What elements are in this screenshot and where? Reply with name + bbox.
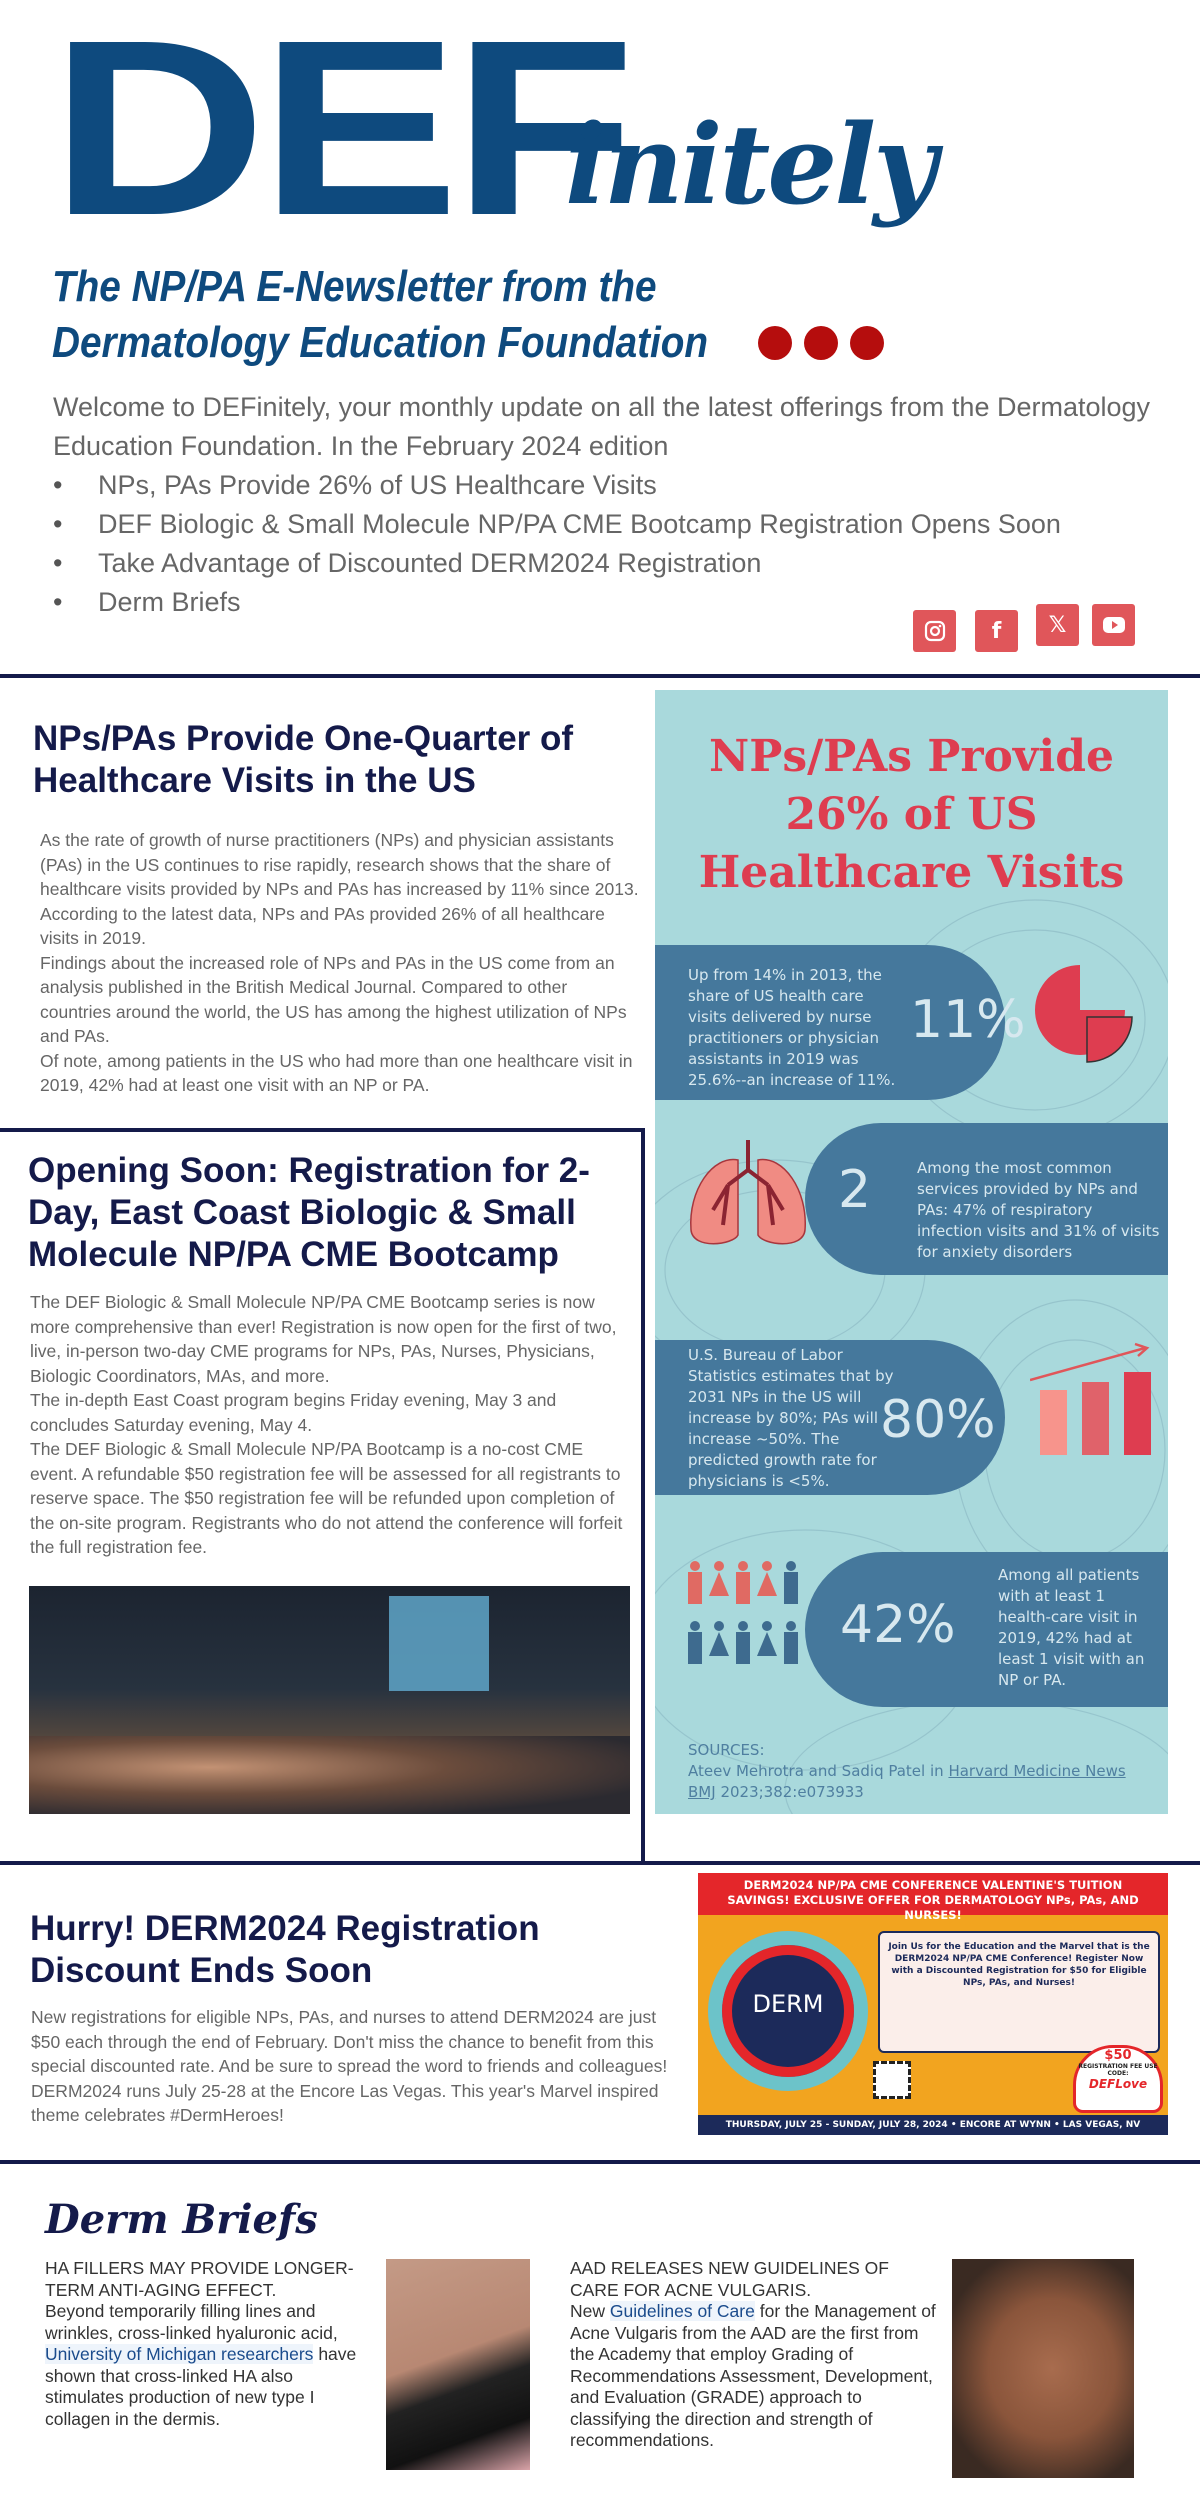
brief-text: have shown that cross-linked HA also stimulates production of new type I collagen in the dermis. — [45, 2344, 357, 2429]
article1-title: NPs/PAs Provide One-Quarter of Healthcare Visits in the US — [33, 719, 574, 800]
sources-text: Ateev Mehrotra and Sadiq Patel in — [688, 1762, 944, 1780]
stat-value: 2 — [838, 1160, 872, 1220]
article3-paragraph: New registrations for eligible NPs, PAs, and nurses to attend DERM2024 are just $50 each through the end of February. Don't miss the chance to benefit from this special discounted rate. And be sure to spread the word to friends and colleagues! — [31, 2007, 668, 2076]
promo-price: $50 — [1104, 2048, 1132, 2063]
brief-text: for the Management of Acne Vulgaris from the AAD are the first from the Academy that employ Grading of Recommendations Assessment, Development, and Evaluation (GRADE) approach to classifying the direction and strength of recommendations. — [570, 2301, 936, 2450]
article2-paragraph: The DEF Biologic & Small Molecule NP/PA CME Bootcamp series is now more comprehensive than ever! Registration is now open for the first of two, live, in-person two-day CME programs for NPs, PAs, Nurses, Physicians, Biologic Coordinators, MAs, and more. — [30, 1292, 617, 1386]
instagram-icon[interactable] — [913, 610, 956, 652]
derm-logo-text: DERM — [752, 1990, 824, 2018]
promo-banner: DERM2024 NP/PA CME CONFERENCE VALENTINE'S TUITION SAVINGS! EXCLUSIVE OFFER FOR DERMATOLOGY NPs, PAs, AND NURSES! — [698, 1873, 1168, 1915]
decorative-dot — [758, 326, 792, 360]
derm-logo-badge — [708, 1931, 868, 2091]
section-divider — [0, 1861, 1200, 1865]
x-icon[interactable]: 𝕏 — [1036, 604, 1079, 646]
article2-paragraph: The DEF Biologic & Small Molecule NP/PA Bootcamp is a no-cost CME event. A refundable $50 registration fee will be assessed for all registrants to reserve space. The $50 registration fee will be refunded upon completion of the on-site program. Registrants who do not attend the conference will forfeit the full registration fee. — [30, 1439, 623, 1557]
article2-body — [30, 1290, 635, 1560]
toc-item[interactable]: • NPs, PAs Provide 26% of US Healthcare Visits — [53, 466, 1173, 505]
article1-paragraph: Findings about the increased role of NPs and PAs in the US come from an analysis published in the British Medical Journal. Compared to other countries around the world, the US has among the highest utilization of NPs and PAs. — [40, 952, 627, 1046]
toc-item[interactable]: • DEF Biologic & Small Molecule NP/PA CME Bootcamp Registration Opens Soon — [53, 505, 1173, 544]
article2-paragraph: The in-depth East Coast program begins Friday evening, May 3 and concludes Saturday evening, May 4. — [30, 1390, 557, 1435]
section-divider — [0, 674, 1200, 678]
sources — [688, 1740, 1148, 1803]
brief-text: Beyond temporarily filling lines and wrinkles, cross-linked hyaluronic acid, — [45, 2301, 338, 2343]
brief-headline: AAD RELEASES NEW GUIDELINES OF CARE FOR ACNE VULGARIS. — [570, 2258, 889, 2300]
brief-item — [570, 2258, 940, 2452]
decorative-dot — [804, 326, 838, 360]
section-divider — [0, 2160, 1200, 2164]
decorative-dot — [850, 326, 884, 360]
qr-code-icon — [873, 2061, 911, 2099]
pie-chart-icon — [1035, 965, 1145, 1075]
stat-text: U.S. Bureau of Labor Statistics estimates that by 2031 NPs in the US will increase by 80%; PAs will increase ~50%. The predicted growth rate for physicians is <5%. — [688, 1346, 894, 1490]
promo-code: DEFLove — [1088, 2077, 1148, 2091]
stat-value: 80% — [880, 1390, 996, 1450]
article1-body — [40, 828, 640, 1098]
promo-heading: Join Us for the Education and the Marvel that is the DERM2024 NP/PA CME Conference! Register Now with a Discounted Registration for $50 for Eligible NPs, PAs, and Nurses! — [878, 1931, 1160, 2053]
derm-briefs-title: Derm Briefs — [45, 2196, 318, 2243]
stat-value: 42% — [840, 1595, 956, 1655]
facebook-icon[interactable]: f — [975, 610, 1018, 652]
people-icon — [685, 1560, 810, 1675]
lungs-icon — [683, 1140, 813, 1255]
infographic — [655, 690, 1168, 1814]
article2-title: Opening Soon: Registration for 2-Day, East Coast Biologic & Small Molecule NP/PA CME Bootcamp — [28, 1151, 590, 1274]
promo-code-heart — [1073, 2045, 1163, 2113]
brief-text: New — [570, 2301, 606, 2321]
tagline-line-2: Dermatology Education Foundation — [52, 318, 709, 367]
infographic-title: NPs/PAs Provide 26% of US Healthcare Visits — [698, 731, 1125, 898]
stat-text: Among all patients with at least 1 health-care visit in 2019, 42% had at least 1 visit with an NP or PA. — [998, 1566, 1145, 1689]
promo-footer: THURSDAY, JULY 25 - SUNDAY, JULY 28, 2024 • ENCORE AT WYNN • LAS VEGAS, NV — [698, 2115, 1168, 2135]
article3-paragraph: DERM2024 runs July 25-28 at the Encore Las Vegas. This year's Marvel inspired theme celebrates #DermHeroes! — [31, 2080, 659, 2125]
article1-paragraph: As the rate of growth of nurse practitioners (NPs) and physician assistants (PAs) in the US continues to rise rapidly, research shows that the share of healthcare visits provided by NPs and PAs has increased by 11% since 2013. According to the latest data, NPs and PAs provided 26% of all healthcare visits in 2019. — [40, 830, 639, 948]
brief-headline: HA FILLERS MAY PROVIDE LONGER-TERM ANTI-AGING EFFECT. — [45, 2258, 354, 2300]
toc-item[interactable]: • Take Advantage of Discounted DERM2024 Registration — [53, 544, 1173, 583]
derm2024-promo-image[interactable] — [698, 1873, 1168, 2135]
brief-link[interactable]: Guidelines of Care — [609, 2301, 755, 2321]
sources-label: SOURCES: — [688, 1741, 765, 1759]
logo-def: DEF — [50, 0, 629, 267]
toc-item[interactable]: • Derm Briefs — [53, 583, 1173, 622]
sources-cite: 2023;382:e073933 — [720, 1783, 864, 1801]
youtube-icon[interactable] — [1092, 604, 1135, 646]
stat-text: Among the most common services provided by NPs and PAs: 47% of respiratory infection visits and 31% of visits for anxiety disorders — [917, 1159, 1160, 1261]
tagline-line-1: The NP/PA E-Newsletter from the — [52, 262, 657, 311]
growth-bar-chart-icon — [1030, 1340, 1165, 1460]
presentation-screen — [389, 1596, 489, 1691]
intro — [53, 388, 1173, 622]
brief-item — [45, 2258, 365, 2430]
conference-photo — [29, 1586, 630, 1814]
filler-treatment-photo — [386, 2259, 530, 2470]
acne-patient-photo — [952, 2259, 1134, 2478]
promo-code-label: REGISTRATION FEE USE CODE: — [1078, 2063, 1158, 2077]
stat-value: 11% — [910, 990, 1026, 1050]
intro-text: Welcome to DEFinitely, your monthly update on all the latest offerings from the Dermatology Education Foundation. In the February 2024 edition — [53, 392, 1151, 461]
logo-initely: initely — [565, 100, 935, 229]
article3-title: Hurry! DERM2024 Registration Discount Ends Soon — [30, 1909, 540, 1990]
sources-link[interactable]: Harvard Medicine News BMJ — [688, 1762, 1126, 1801]
stat-text: Up from 14% in 2013, the share of US health care visits delivered by nurse practitioners or physician assistants in 2019 was 25.6%--an increase of 11%. — [688, 966, 896, 1089]
toc-list — [53, 466, 1173, 622]
article1-paragraph: Of note, among patients in the US who had more than one healthcare visit in 2019, 42% had at least one visit with an NP or PA. — [40, 1050, 633, 1095]
article3-body — [31, 2005, 671, 2128]
brief-link[interactable]: University of Michigan researchers — [45, 2344, 314, 2364]
